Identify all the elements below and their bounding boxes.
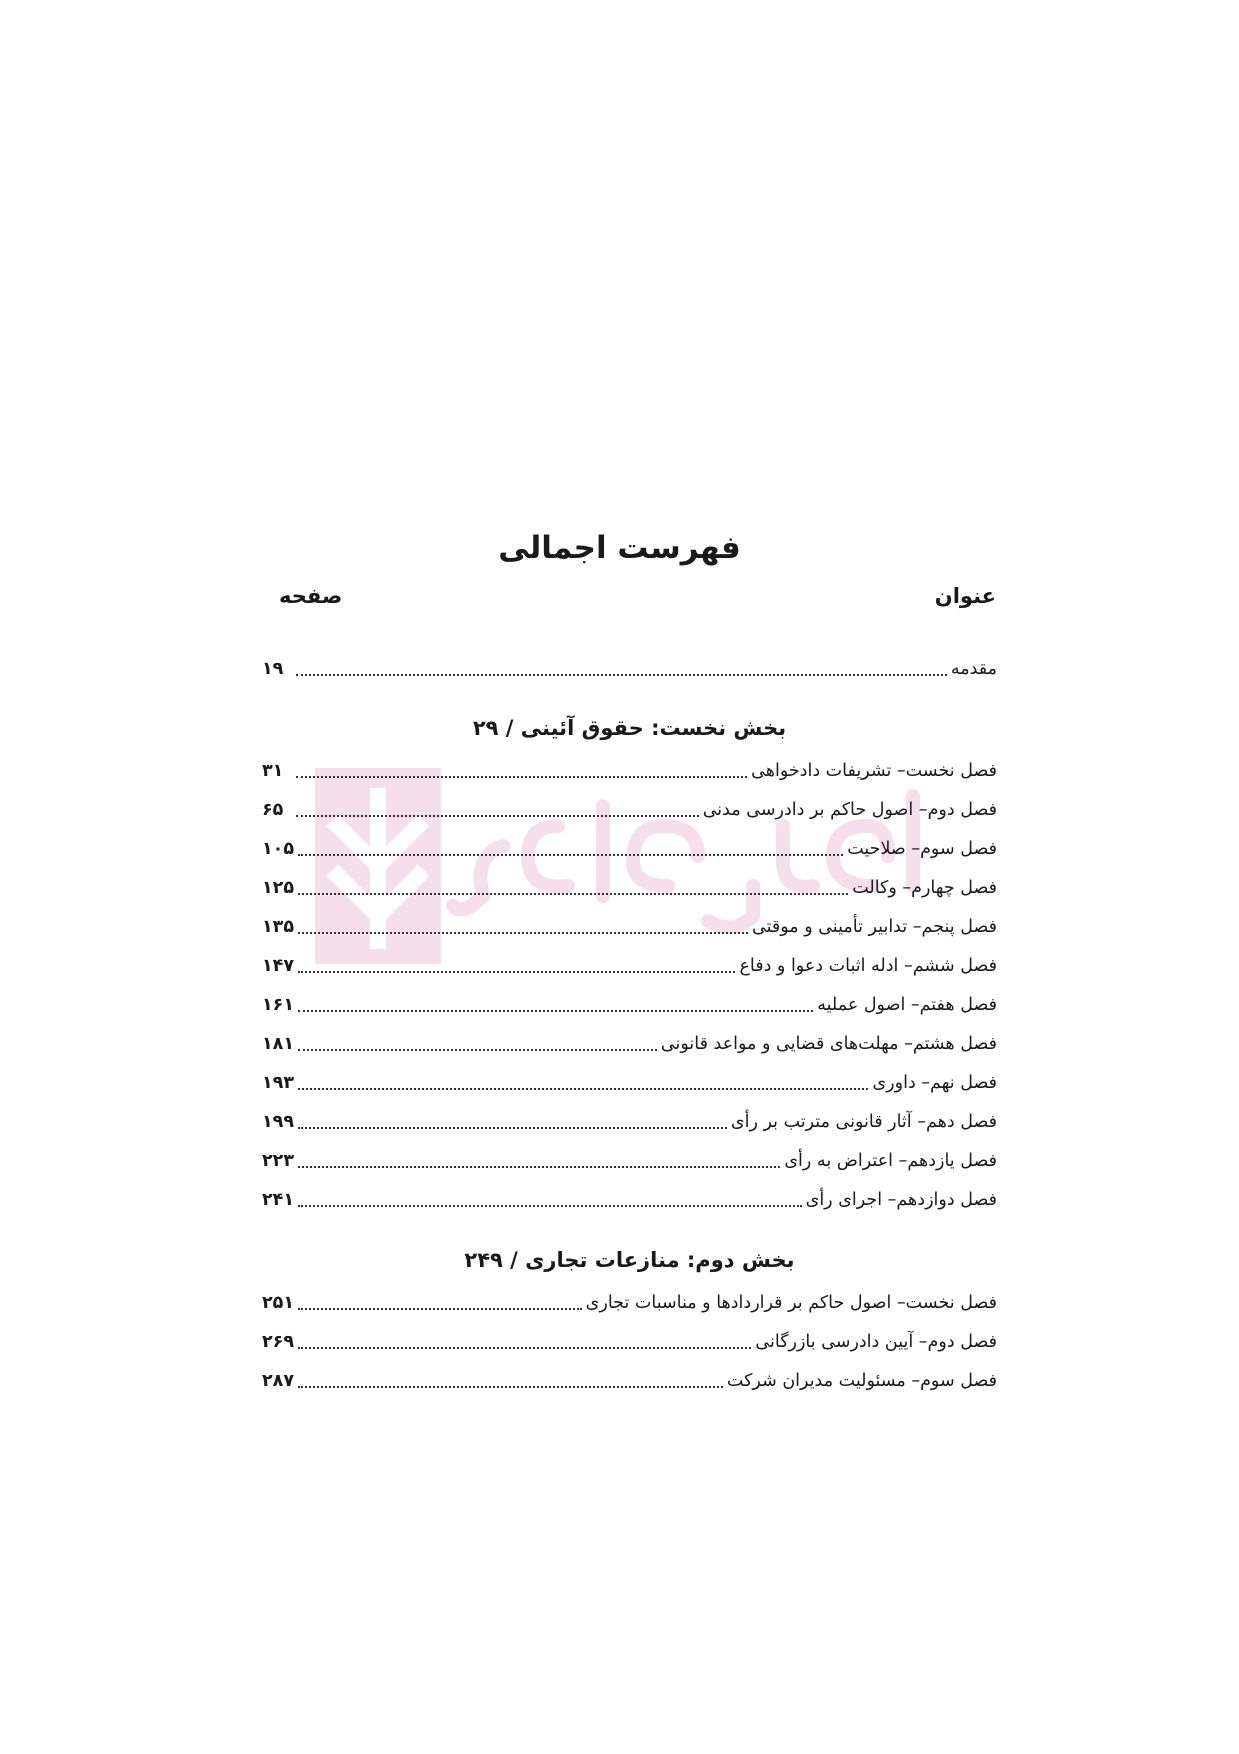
toc-entry[interactable] [262,873,997,903]
entry-page: ۱۹ [262,659,284,679]
entry-page: ۲۲۳ [262,1151,295,1171]
dot-leader [298,931,748,934]
entry-label: فصل دوم– اصول حاکم بر دادرسی مدنی [702,800,997,820]
dot-leader [298,1126,727,1129]
dot-leader [298,1009,813,1012]
toc-title: فهرست اجمالی [498,530,741,566]
toc-entry[interactable] [262,795,997,825]
toc-entry[interactable] [262,1288,997,1318]
part-heading: بخش دوم: منازعات تجاری / ۲۴۹ [464,1248,795,1272]
entry-page: ۲۴۱ [262,1190,295,1210]
toc-entry[interactable] [262,1185,997,1215]
dot-leader [298,1087,868,1090]
entry-label: فصل نخست– اصول حاکم بر قراردادها و مناسبات تجاری [585,1293,997,1313]
dot-leader [296,775,747,778]
entry-page: ۲۸۷ [262,1371,295,1391]
dot-leader [298,1385,723,1388]
entry-page: ۱۴۷ [262,956,295,976]
entry-page: ۲۵۱ [262,1293,295,1313]
entry-page: ۶۵ [262,800,284,820]
toc-entry[interactable] [262,990,997,1020]
entry-label: فصل نخست– تشریفات دادخواهی [751,761,997,781]
entry-page: ۱۰۵ [262,839,295,859]
entry-page: ۱۹۳ [262,1073,295,1093]
dot-leader [298,1346,751,1349]
entry-label: فصل یازدهم– اعتراض به رأی [784,1151,997,1171]
toc-entry[interactable] [262,1366,997,1396]
entry-page: ۱۳۵ [262,917,295,937]
toc-entry[interactable] [262,1029,997,1059]
dot-leader [298,1048,657,1051]
entry-label: فصل سوم– مسئولیت مدیران شرکت [726,1371,997,1391]
entry-label: فصل ششم– ادله اثبات دعوا و دفاع [739,956,997,976]
entry-page: ۱۹۹ [262,1112,295,1132]
dot-leader [298,1307,582,1310]
toc-entry[interactable] [262,951,997,981]
part-heading: بخش نخست: حقوق آئینی / ۲۹ [472,716,787,740]
toc-entry[interactable] [262,834,997,864]
dot-leader [296,814,699,817]
entry-page: ۲۶۹ [262,1332,295,1352]
toc-entry[interactable] [262,1327,997,1357]
toc-entry[interactable] [262,756,997,786]
page-column-header: صفحه [279,584,343,608]
toc-entry[interactable] [262,1107,997,1137]
toc-entry[interactable] [262,1068,997,1098]
entry-page: ۱۶۱ [262,995,295,1015]
entry-label: فصل نهم– داوری [872,1073,997,1093]
dot-leader [296,673,947,676]
entry-page: ۱۸۱ [262,1034,295,1054]
entry-page: ۱۲۵ [262,878,295,898]
dot-leader [298,1165,780,1168]
toc-entry-intro[interactable] [262,654,997,684]
entry-label: فصل دوازدهم– اجرای رأی [805,1190,997,1210]
entry-label: مقدمه [950,659,997,679]
entry-page: ۳۱ [262,761,284,781]
entry-label: فصل پنجم– تدابیر تأمینی و موقتی [752,917,997,937]
dot-leader [298,853,843,856]
entry-label: فصل دوم– آیین دادرسی بازرگانی [755,1332,997,1352]
entry-label: فصل دهم– آثار قانونی مترتب بر رأی [730,1112,997,1132]
entry-label: فصل سوم– صلاحیت [847,839,997,859]
entry-label: فصل هشتم– مهلت‌های قضایی و مواعد قانونی [660,1034,997,1054]
dot-leader [298,892,848,895]
toc-entry[interactable] [262,912,997,942]
dot-leader [298,1204,802,1207]
dot-leader [298,970,735,973]
toc-entry[interactable] [262,1146,997,1176]
title-column-header: عنوان [934,584,996,608]
entry-label: فصل هفتم– اصول عملیه [817,995,997,1015]
entry-label: فصل چهارم– وکالت [852,878,997,898]
